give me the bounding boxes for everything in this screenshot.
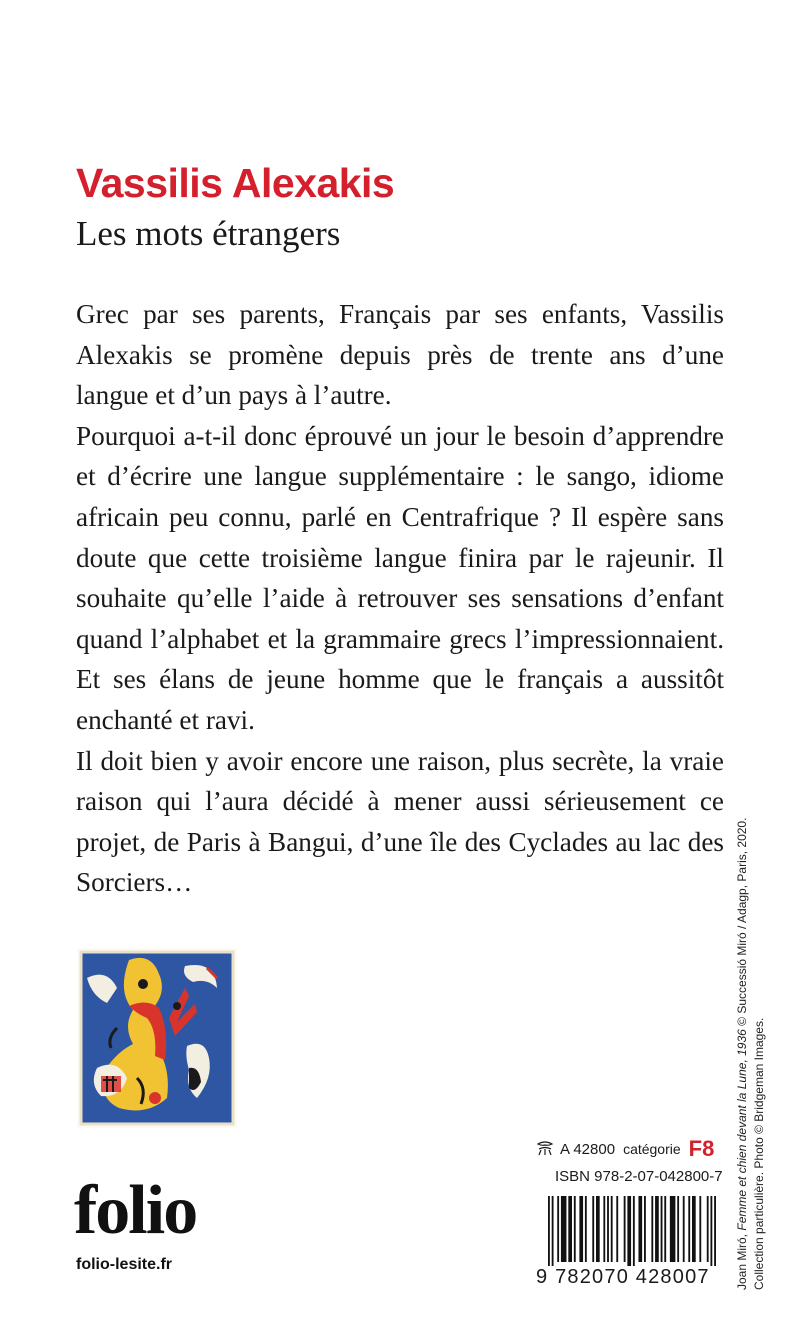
miro-painting-image [77, 948, 237, 1128]
barcode-bar [552, 1196, 554, 1266]
folio-logo: folio [74, 1172, 197, 1249]
publisher-website: folio-lesite.fr [76, 1256, 173, 1273]
blurb-paragraph-1: Grec par ses parents, Français par ses enfants, Vassilis Alexakis se promène depuis près de trente ans d’une langue et d’un pays à l’autre. [76, 299, 724, 411]
barcode-bar [638, 1196, 642, 1262]
barcode-bar [692, 1196, 696, 1262]
back-cover-blurb [76, 294, 724, 903]
barcode-bar [592, 1196, 594, 1262]
barcode [548, 1196, 716, 1266]
catalog-info [536, 1136, 714, 1162]
category-value: F8 [688, 1136, 715, 1161]
book-title: Les mots étrangers [76, 214, 341, 253]
barcode-bar [651, 1196, 653, 1262]
barcode-bar [561, 1196, 567, 1262]
barcode-bar [548, 1196, 550, 1266]
barcode-bar [557, 1196, 559, 1262]
barcode-bar [677, 1196, 679, 1262]
barcode-bar [683, 1196, 685, 1262]
barcode-bar [596, 1196, 600, 1262]
barcode-bar [699, 1196, 701, 1262]
barcode-bar [714, 1196, 716, 1266]
barcode-bar [611, 1196, 613, 1262]
barcode-bar [579, 1196, 583, 1262]
barcode-bar [655, 1196, 659, 1262]
barcode-digits: 9 782070 428007 [536, 1266, 710, 1288]
barcode-bar [664, 1196, 666, 1262]
image-credit [734, 790, 768, 1290]
barcode-bar [568, 1196, 572, 1262]
barcode-bar [644, 1196, 646, 1262]
author-name: Vassilis Alexakis [76, 160, 395, 206]
credit-line-2: Collection particulière. Photo © Bridgeman Images. [752, 1017, 766, 1290]
barcode-bar [633, 1196, 635, 1266]
barcode-bar [710, 1196, 712, 1266]
barcode-bar [688, 1196, 690, 1262]
barcode-bar [661, 1196, 663, 1262]
barcode-bar [707, 1196, 709, 1262]
catalog-code: A 42800 [560, 1140, 616, 1158]
barcode-bar [670, 1196, 676, 1262]
barcode-bar [624, 1196, 626, 1262]
barcode-bar [585, 1196, 587, 1262]
barcode-bar [627, 1196, 631, 1266]
folio-emblem-icon [536, 1141, 554, 1157]
blurb-paragraph-3: Il doit bien y avoir encore une raison, plus secrète, la vraie raison qui l’aura décidé à mener aussi sérieusement ce projet, de Paris à Bangui, d’une île des Cyclades au lac des Sorciers… [76, 745, 724, 898]
category-label: catégorie [623, 1141, 681, 1157]
credit-line-1: Joan Miró, Femme et chien devant la Lune, 1936 © Successió Miró / Adagp, Paris, 2020. [735, 817, 749, 1290]
barcode-bar [574, 1196, 576, 1262]
barcode-bar [603, 1196, 605, 1262]
isbn: ISBN 978-2-07-042800-7 [555, 1168, 723, 1185]
barcode-bar [607, 1196, 609, 1262]
barcode-bar [616, 1196, 618, 1262]
blurb-paragraph-2: Pourquoi a-t-il donc éprouvé un jour le besoin d’apprendre et d’écrire une langue supplémentaire : le sango, idiome africain peu connu, parlé en Centrafrique ? Il espère sans doute que cette troisième langue finira par le rajeunir. Il souhaite qu’elle l’aide à retrouver ses sensations d’enfant quand l’alphabet et la grammaire grecs l’impressionnaient. Et ses élans de jeune homme que le français a aussitôt enchanté et ravi. [76, 420, 724, 735]
